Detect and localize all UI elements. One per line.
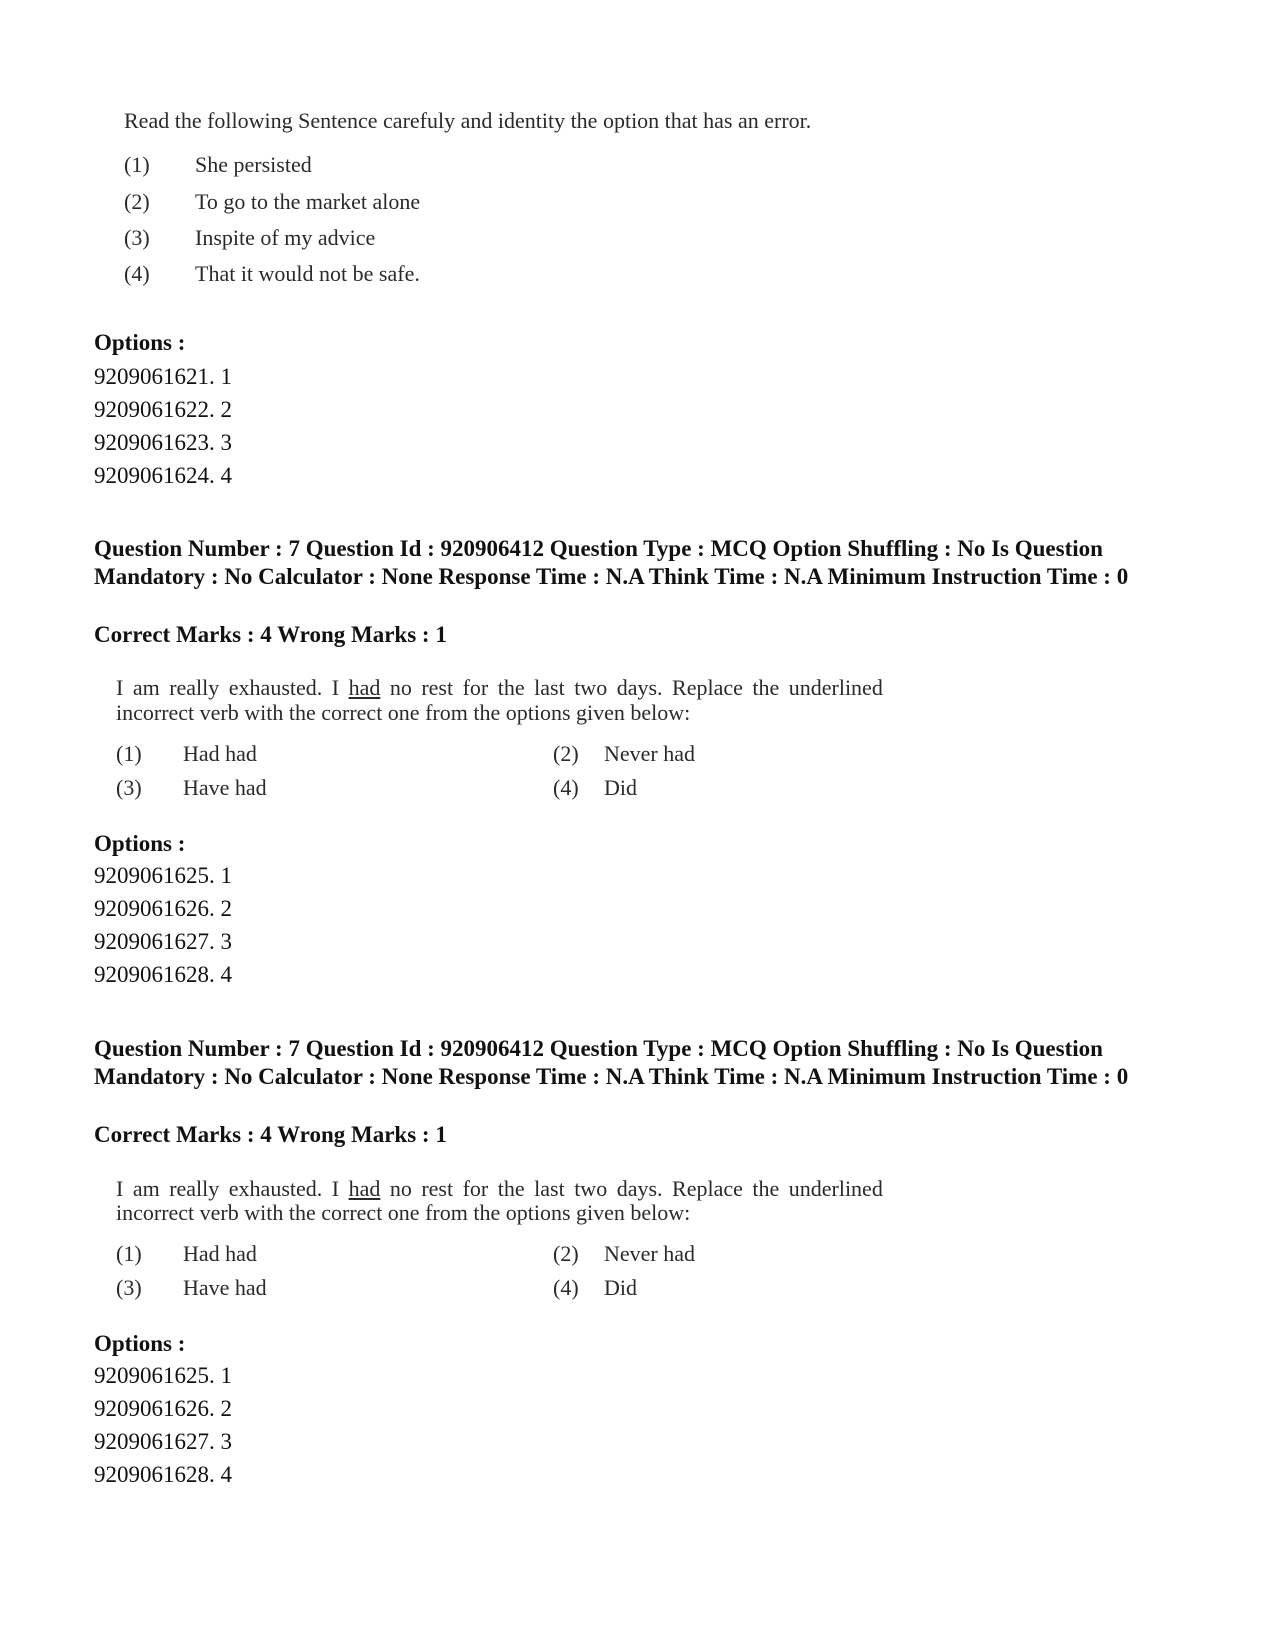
question-meta: Question Number : 7 Question Id : 920906412 Question Type : MCQ Option Shuffling : No Is Question Mandatory : No Calculator : None Response Time : N.A Think Time : N.A Minimum Instruction Time : 0: [94, 1036, 1129, 1089]
choice-text: Had had: [183, 741, 257, 766]
options-list: [94, 859, 232, 991]
choice-num: (2): [553, 1241, 579, 1266]
q6-part-num: (2): [124, 189, 150, 214]
q6-part-text: To go to the market alone: [195, 189, 421, 214]
sentence-text: no rest for the last two days. Replace the underlined: [380, 1176, 883, 1201]
choice-num: (1): [116, 1241, 142, 1266]
choice-num: (2): [553, 741, 579, 766]
q6-part-num: (1): [124, 152, 150, 177]
option-item: 9209061625. 1: [94, 1363, 232, 1388]
options-heading: Options :: [94, 330, 186, 355]
question-sentence-line2: incorrect verb with the correct one from the options given below:: [116, 700, 691, 725]
option-item: 9209061623. 3: [94, 430, 232, 455]
q6-part-text: Inspite of my advice: [195, 225, 376, 250]
q6-instruction: Read the following Sentence carefuly and identity the option that has an error.: [124, 108, 812, 133]
choice-num: (3): [116, 775, 142, 800]
options-heading: Options :: [94, 831, 186, 856]
choice-text: Never had: [604, 741, 696, 766]
option-item: 9209061627. 3: [94, 1429, 232, 1454]
option-item: 9209061628. 4: [94, 962, 232, 987]
question-marks: Correct Marks : 4 Wrong Marks : 1: [94, 622, 447, 647]
choice-text: Have had: [183, 1275, 267, 1300]
question-sentence: [116, 675, 883, 701]
choice-num: (4): [553, 775, 579, 800]
option-item: 9209061626. 2: [94, 896, 232, 921]
choice-text: Have had: [183, 775, 267, 800]
options-list: [94, 1359, 232, 1491]
options-heading: Options :: [94, 1331, 186, 1356]
choice-text: Did: [604, 1275, 637, 1300]
sentence-text: I am really exhausted. I: [116, 1176, 349, 1201]
choice-num: (4): [553, 1275, 579, 1300]
option-item: 9209061628. 4: [94, 1462, 232, 1487]
question-marks: Correct Marks : 4 Wrong Marks : 1: [94, 1122, 447, 1147]
question-sentence-line2: incorrect verb with the correct one from the options given below:: [116, 1200, 691, 1225]
option-item: 9209061626. 2: [94, 1396, 232, 1421]
question-meta: Question Number : 7 Question Id : 920906412 Question Type : MCQ Option Shuffling : No Is Question Mandatory : No Calculator : None Response Time : N.A Think Time : N.A Minimum Instruction Time : 0: [94, 536, 1129, 589]
choice-text: Did: [604, 775, 637, 800]
choice-num: (3): [116, 1275, 142, 1300]
q6-part-num: (3): [124, 225, 150, 250]
underlined-verb: had: [348, 1176, 381, 1201]
options-list: [94, 360, 232, 492]
option-item: 9209061624. 4: [94, 463, 232, 488]
option-item: 9209061622. 2: [94, 397, 232, 422]
q6-part-text: That it would not be safe.: [195, 261, 420, 286]
sentence-text: no rest for the last two days. Replace the underlined: [380, 675, 883, 700]
q6-part-num: (4): [124, 261, 150, 286]
option-item: 9209061627. 3: [94, 929, 232, 954]
sentence-text: I am really exhausted. I: [116, 675, 349, 700]
option-item: 9209061625. 1: [94, 863, 232, 888]
choice-text: Never had: [604, 1241, 696, 1266]
choice-text: Had had: [183, 1241, 257, 1266]
choice-num: (1): [116, 741, 142, 766]
underlined-verb: had: [348, 675, 381, 700]
q6-part-text: She persisted: [195, 152, 312, 177]
question-sentence: [116, 1176, 883, 1202]
option-item: 9209061621. 1: [94, 364, 232, 389]
